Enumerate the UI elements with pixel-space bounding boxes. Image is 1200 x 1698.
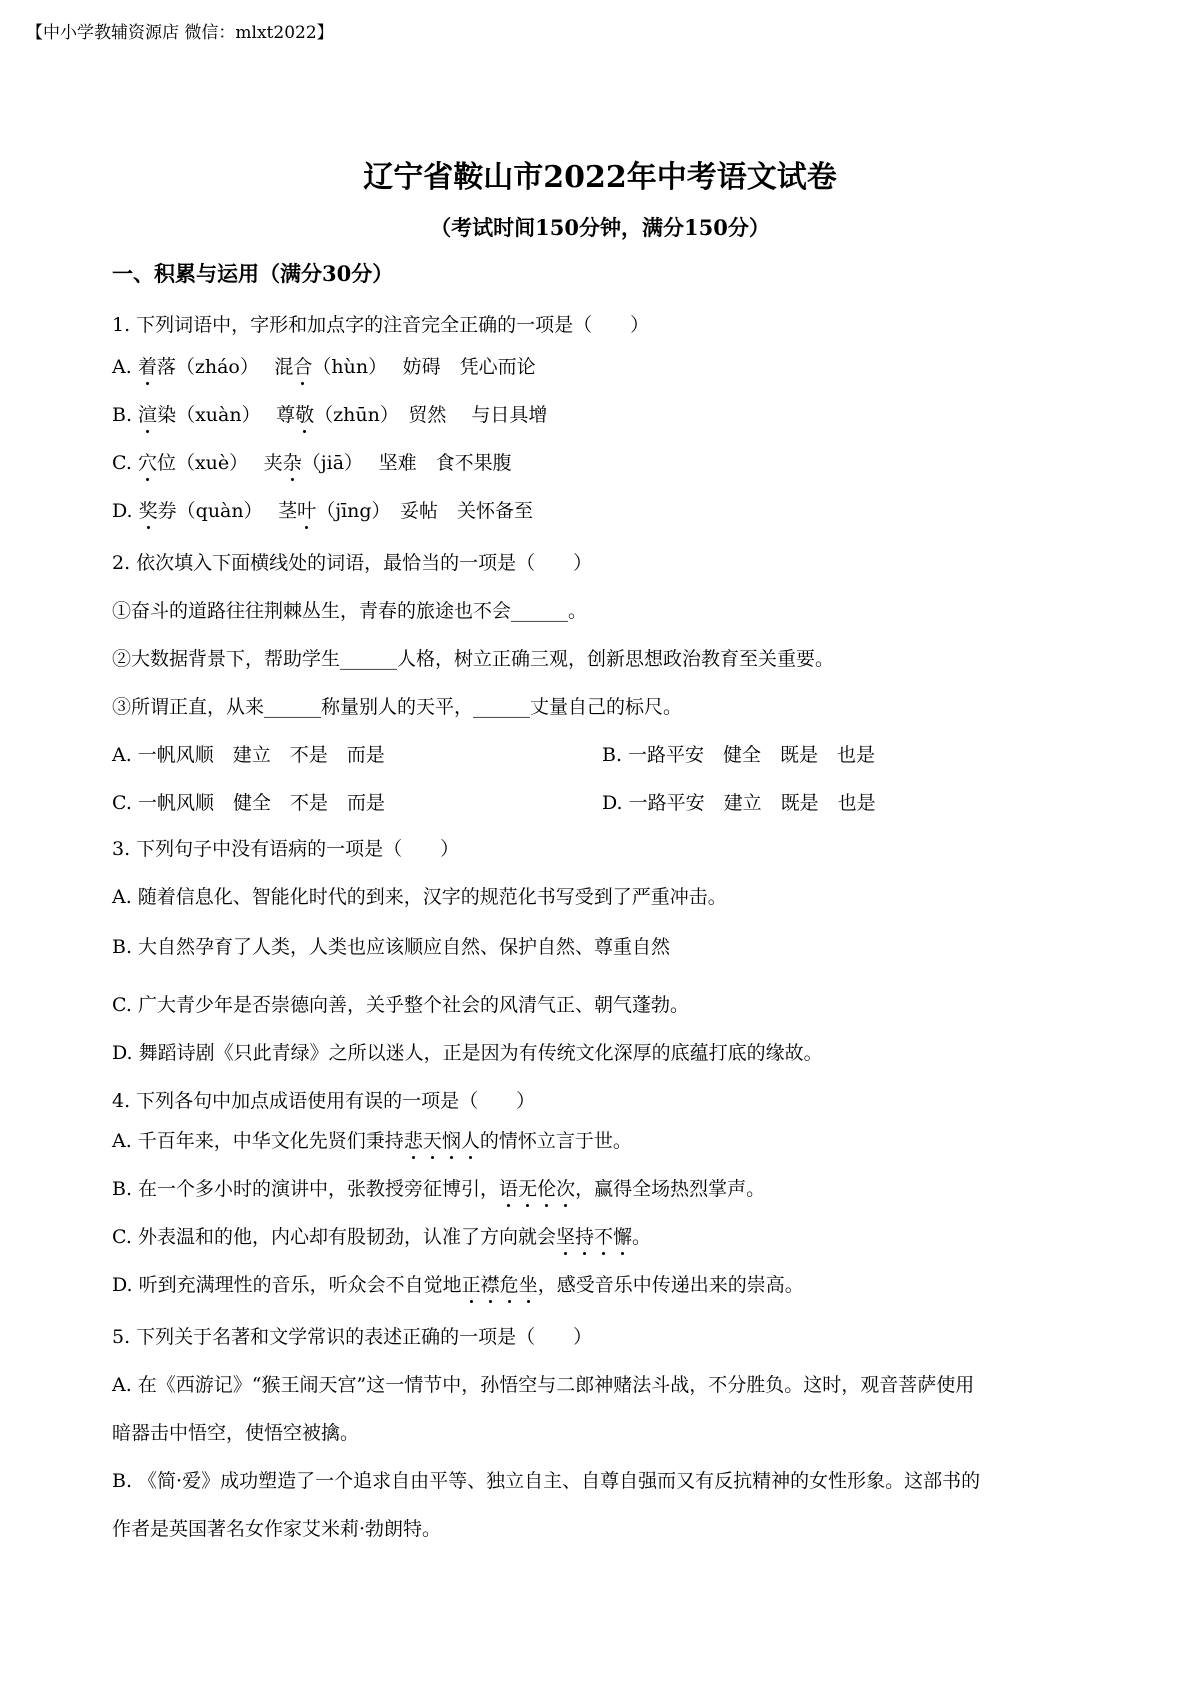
- option-label: C.: [112, 452, 138, 474]
- option-text: 券（quàn） 茎: [157, 500, 298, 522]
- question-2-sentence-3: ③所谓正直，从来______称量别人的天平，______丈量自己的标尺。: [112, 696, 683, 718]
- option-label: B.: [112, 404, 139, 426]
- option-label: A.: [112, 356, 138, 378]
- dotted-char: 襟: [480, 1274, 500, 1296]
- dotted-char: 着: [137, 356, 157, 378]
- question-5-option-b-line-2: 作者是英国著名女作家艾米莉·勃朗特。: [112, 1518, 442, 1540]
- option-text: 染（xuàn） 尊: [157, 404, 296, 426]
- question-5-option-a-line-2: 暗器击中悟空，使悟空被擒。: [112, 1422, 360, 1444]
- section-heading: 一、积累与运用（满分30分）: [112, 261, 394, 286]
- dotted-char: 不: [593, 1226, 613, 1248]
- option-text: （hùn） 妨碍 凭心而论: [312, 356, 536, 378]
- dotted-char: 伦: [537, 1178, 557, 1200]
- question-3-option-d: D. 舞蹈诗剧《只此青绿》之所以迷人，正是因为有传统文化深厚的底蕴打底的缘故。: [112, 1042, 823, 1064]
- question-2-sentence-1: ①奋斗的道路往往荆棘丛生，青春的旅途也不会______。: [112, 600, 588, 622]
- question-2-stem: 2. 依次填入下面横线处的词语，最恰当的一项是（ ）: [112, 552, 593, 574]
- option-text: D. 听到充满理性的音乐，听众会不自觉地: [112, 1274, 462, 1296]
- question-4-option-c: [112, 1222, 651, 1249]
- option-text: ，赢得全场热烈掌声。: [575, 1178, 766, 1200]
- dotted-char: 悲: [403, 1130, 423, 1152]
- dotted-char: 持: [574, 1226, 594, 1248]
- question-1-stem: 1. 下列词语中，字形和加点字的注音完全正确的一项是（ ）: [112, 314, 650, 336]
- dotted-char: 合: [293, 356, 313, 378]
- dotted-char: 语: [499, 1178, 519, 1200]
- question-2-option-a: A. 一帆风顺 建立 不是 而是: [112, 744, 385, 766]
- option-text: A. 千百年来，中华文化先贤们秉持: [112, 1130, 404, 1152]
- exam-subtitle: （考试时间150分钟，满分150分）: [430, 215, 770, 240]
- dotted-char: 坚: [555, 1226, 575, 1248]
- question-3-option-a: A. 随着信息化、智能化时代的到来，汉字的规范化书写受到了严重冲击。: [112, 886, 727, 908]
- dotted-char: 叶: [297, 500, 317, 522]
- option-text: （jiā） 坚难 食不果腹: [301, 452, 512, 474]
- watermark-text: 【中小学教辅资源店 微信：mlxt2022】: [26, 23, 334, 43]
- question-4-stem: 4. 下列各句中加点成语使用有误的一项是（ ）: [112, 1090, 536, 1112]
- question-5-option-a-line-1: A. 在《西游记》“猴王闹天宫”这一情节中，孙悟空与二郎神赌法斗战，不分胜负。这时，观音菩萨使用: [112, 1374, 975, 1396]
- option-text: 位（xuè） 夹: [156, 452, 283, 474]
- dotted-char: 奖: [138, 500, 158, 522]
- dotted-char: 悯: [441, 1130, 461, 1152]
- dotted-char: 坐: [518, 1274, 538, 1296]
- question-5-option-b-line-1: B. 《简·爱》成功塑造了一个追求自由平等、独立自主、自尊自强而又有反抗精神的女性形象。这部书的: [112, 1470, 981, 1492]
- option-text: 的情怀立言于世。: [479, 1130, 632, 1152]
- dotted-char: 危: [499, 1274, 519, 1296]
- question-1-option-c: [112, 448, 512, 475]
- question-4-option-b: [112, 1174, 765, 1201]
- dotted-char: 懈: [613, 1226, 633, 1248]
- dotted-char: 无: [518, 1178, 538, 1200]
- question-1-option-b: [112, 400, 547, 427]
- question-2-sentence-2: ②大数据背景下，帮助学生______人格，树立正确三观，创新思想政治教育至关重要。: [112, 648, 835, 670]
- dotted-char: 天: [422, 1130, 442, 1152]
- option-text: ，感受音乐中传递出来的崇高。: [537, 1274, 804, 1296]
- dotted-char: 人: [460, 1130, 480, 1152]
- option-text: 落（zháo） 混: [156, 356, 294, 378]
- question-5-stem: 5. 下列关于名著和文学常识的表述正确的一项是（ ）: [112, 1326, 593, 1348]
- question-3-stem: 3. 下列句子中没有语病的一项是（ ）: [112, 838, 460, 860]
- dotted-char: 次: [556, 1178, 576, 1200]
- dotted-char: 正: [461, 1274, 481, 1296]
- question-4-option-a: [112, 1126, 632, 1153]
- option-text: B. 在一个多小时的演讲中，张教授旁征博引，: [112, 1178, 500, 1200]
- question-3-option-c: C. 广大青少年是否崇德向善，关乎整个社会的风清气正、朝气蓬勃。: [112, 994, 689, 1016]
- question-4-option-d: [112, 1270, 804, 1297]
- dotted-char: 杂: [282, 452, 302, 474]
- question-3-option-b: B. 大自然孕育了人类，人类也应该顺应自然、保护自然、尊重自然: [112, 936, 671, 958]
- option-label: D.: [112, 500, 139, 522]
- dotted-char: 敬: [295, 404, 315, 426]
- question-2-option-c: C. 一帆风顺 健全 不是 而是: [112, 792, 385, 814]
- dotted-char: 渲: [138, 404, 158, 426]
- question-1-option-a: [112, 352, 536, 379]
- dotted-char: 穴: [137, 452, 157, 474]
- option-text: （zhūn） 贸然 与日具增: [314, 404, 548, 426]
- question-2-option-b: B. 一路平安 健全 既是 也是: [602, 744, 876, 766]
- exam-title: 辽宁省鞍山市2022年中考语文试卷: [363, 160, 837, 195]
- option-text: （jīng） 妥帖 关怀备至: [316, 500, 534, 522]
- question-2-option-d: D. 一路平安 建立 既是 也是: [602, 792, 876, 814]
- question-1-option-d: [112, 496, 533, 523]
- option-text: C. 外表温和的他，内心却有股韧劲，认准了方向就会: [112, 1226, 556, 1248]
- option-text: 。: [632, 1226, 652, 1248]
